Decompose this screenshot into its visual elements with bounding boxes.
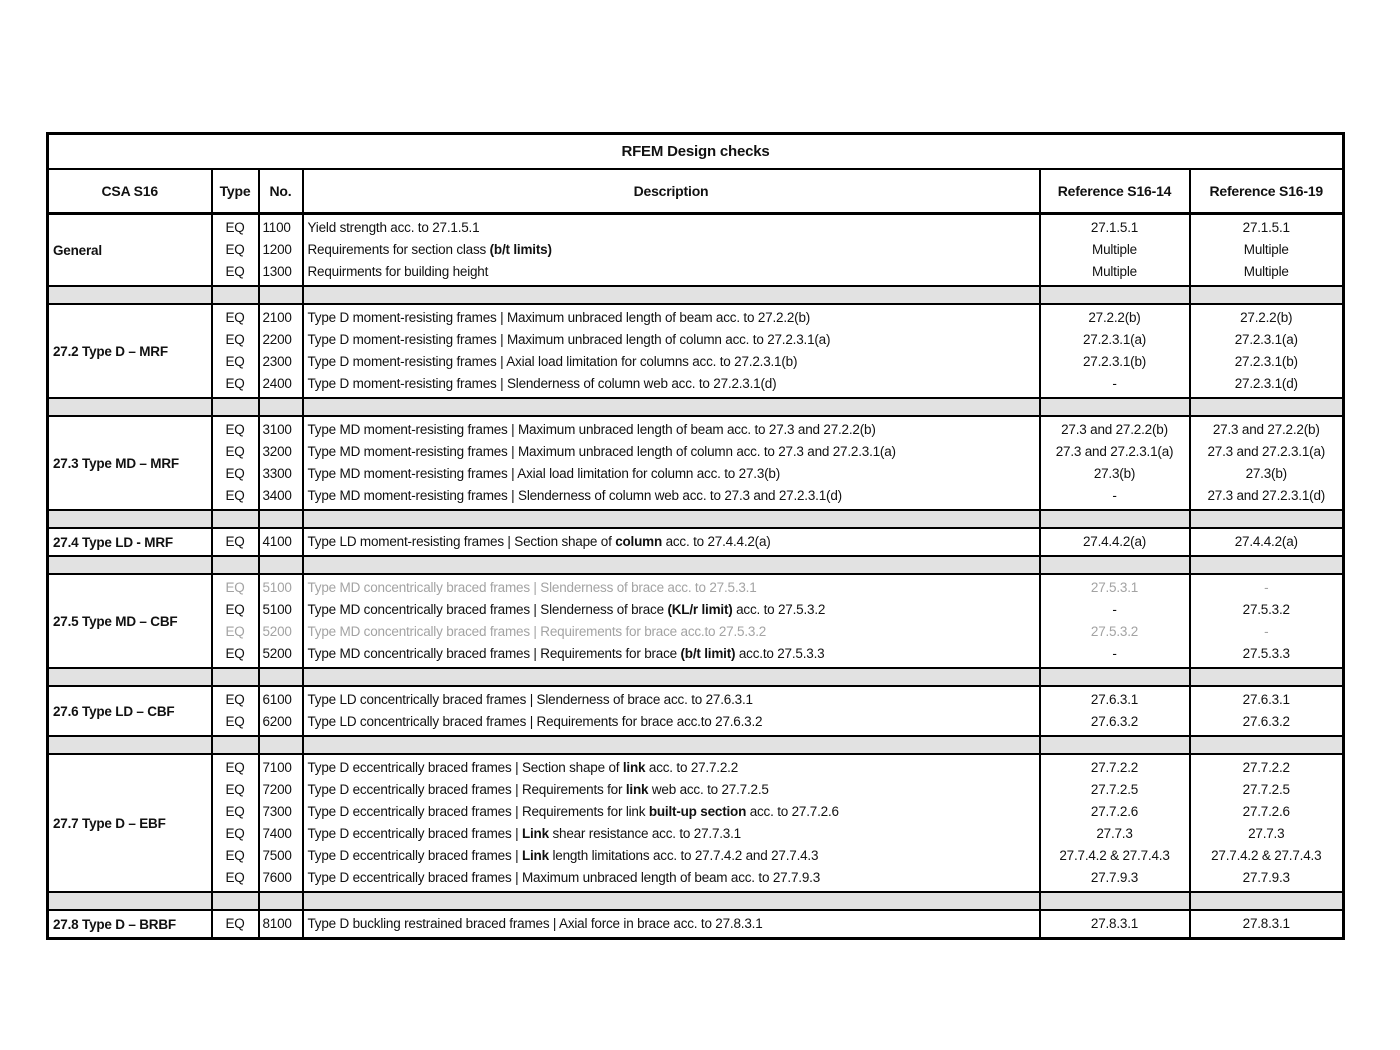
row-ref-s16-19: 27.3 and 27.2.3.1(a) bbox=[1207, 444, 1326, 459]
row-type: EQ bbox=[225, 602, 245, 617]
section-label-cell bbox=[48, 304, 212, 398]
row-description: Type D moment-resisting frames | Slenderness of column web acc. to 27.2.3.1(d) bbox=[307, 376, 777, 391]
separator-cell bbox=[212, 892, 259, 910]
column-header-row bbox=[48, 169, 1344, 214]
section-label: 27.2 Type D – MRF bbox=[53, 343, 168, 359]
ref-s16-14-cell bbox=[1040, 686, 1190, 736]
section-label: 27.7 Type D – EBF bbox=[53, 815, 166, 831]
separator-cell bbox=[259, 556, 303, 574]
row-description: Type MD moment-resisting frames | Maximum unbraced length of beam acc. to 27.3 and 27.2.2(b) bbox=[307, 422, 876, 437]
row-no: 6100 bbox=[262, 692, 292, 707]
row-ref-s16-14: 27.1.5.1 bbox=[1090, 220, 1139, 235]
row-ref-s16-14: 27.6.3.1 bbox=[1090, 692, 1139, 707]
row-ref-s16-19: 27.1.5.1 bbox=[1242, 220, 1290, 235]
separator-cell bbox=[1040, 556, 1190, 574]
row-ref-s16-14: 27.7.9.3 bbox=[1090, 870, 1139, 885]
type-cell bbox=[212, 754, 259, 892]
no-cell bbox=[259, 416, 303, 510]
separator-cell bbox=[48, 510, 212, 528]
type-cell bbox=[212, 574, 259, 668]
section-row bbox=[48, 214, 1344, 287]
row-ref-s16-19: 27.7.2.6 bbox=[1242, 804, 1290, 819]
no-cell bbox=[259, 754, 303, 892]
row-description: Type D moment-resisting frames | Maximum unbraced length of beam acc. to 27.2.2(b) bbox=[307, 310, 811, 325]
section-label-cell bbox=[48, 574, 212, 668]
section-separator bbox=[48, 668, 1344, 686]
design-checks-table bbox=[46, 132, 1345, 940]
row-ref-s16-19: 27.2.2(b) bbox=[1240, 310, 1293, 325]
row-type: EQ bbox=[225, 826, 245, 841]
document-page bbox=[46, 132, 1345, 940]
row-ref-s16-19: - bbox=[1264, 624, 1269, 639]
row-ref-s16-14: 27.5.3.1 bbox=[1090, 580, 1139, 595]
section-separator bbox=[48, 286, 1344, 304]
row-description: Type MD concentrically braced frames | Slenderness of brace (KL/r limit) acc. to 27.5.3.2 bbox=[307, 602, 826, 617]
row-description: Type D eccentrically braced frames | Link shear resistance acc. to 27.7.3.1 bbox=[307, 826, 741, 841]
row-no: 7100 bbox=[262, 760, 292, 775]
row-type: EQ bbox=[225, 870, 245, 885]
description-cell bbox=[303, 528, 1040, 556]
row-no: 5100 bbox=[262, 602, 292, 617]
title-row bbox=[48, 134, 1344, 170]
row-no: 5100 bbox=[262, 580, 292, 595]
ref-s16-14-cell bbox=[1040, 574, 1190, 668]
row-ref-s16-19: 27.3(b) bbox=[1245, 466, 1287, 481]
row-ref-s16-14: Multiple bbox=[1092, 264, 1137, 279]
row-ref-s16-19: Multiple bbox=[1243, 242, 1289, 257]
section-row bbox=[48, 754, 1344, 892]
row-no: 2400 bbox=[262, 376, 292, 391]
row-no: 7200 bbox=[262, 782, 292, 797]
section-label-cell bbox=[48, 528, 212, 556]
row-description: Type D eccentrically braced frames | Link length limitations acc. to 27.7.4.2 and 27.7.4.3 bbox=[307, 848, 819, 863]
row-description: Type LD concentrically braced frames | Requirements for brace acc.to 27.6.3.2 bbox=[307, 714, 763, 729]
row-ref-s16-19: 27.8.3.1 bbox=[1242, 916, 1290, 931]
row-description: Type D eccentrically braced frames | Requirements for link web acc. to 27.7.2.5 bbox=[307, 782, 769, 797]
row-ref-s16-19: Multiple bbox=[1243, 264, 1289, 279]
row-type: EQ bbox=[225, 310, 245, 325]
row-ref-s16-19: 27.7.3 bbox=[1248, 826, 1285, 841]
column-header-2: No. bbox=[259, 169, 303, 214]
row-ref-s16-14: 27.3 and 27.2.3.1(a) bbox=[1055, 444, 1174, 459]
separator-cell bbox=[1040, 736, 1190, 754]
row-ref-s16-19: 27.7.9.3 bbox=[1242, 870, 1290, 885]
separator-cell bbox=[259, 892, 303, 910]
row-description: Requirements for section class (b/t limits) bbox=[307, 242, 552, 257]
row-ref-s16-14: 27.5.3.2 bbox=[1090, 624, 1139, 639]
row-type: EQ bbox=[225, 848, 245, 863]
table-title: RFEM Design checks bbox=[48, 134, 1344, 170]
separator-cell bbox=[48, 668, 212, 686]
separator-cell bbox=[212, 736, 259, 754]
row-ref-s16-19: 27.5.3.3 bbox=[1242, 646, 1290, 661]
type-cell bbox=[212, 686, 259, 736]
row-no: 3100 bbox=[262, 422, 292, 437]
column-header-5: Reference S16-19 bbox=[1190, 169, 1344, 214]
section-label-cell bbox=[48, 416, 212, 510]
ref-s16-14-cell bbox=[1040, 528, 1190, 556]
separator-cell bbox=[48, 286, 212, 304]
table-body bbox=[48, 214, 1344, 939]
no-cell bbox=[259, 574, 303, 668]
row-no: 1300 bbox=[262, 264, 292, 279]
type-cell bbox=[212, 304, 259, 398]
section-label: 27.3 Type MD – MRF bbox=[53, 455, 179, 471]
row-ref-s16-19: 27.4.4.2(a) bbox=[1234, 534, 1298, 549]
description-cell bbox=[303, 304, 1040, 398]
row-no: 4100 bbox=[262, 534, 292, 549]
no-cell bbox=[259, 686, 303, 736]
row-description: Type D moment-resisting frames | Maximum unbraced length of column acc. to 27.2.3.1(a) bbox=[307, 332, 831, 347]
section-separator bbox=[48, 398, 1344, 416]
row-type: EQ bbox=[225, 376, 245, 391]
row-type: EQ bbox=[225, 466, 245, 481]
row-ref-s16-19: 27.2.3.1(a) bbox=[1234, 332, 1298, 347]
description-cell bbox=[303, 574, 1040, 668]
row-type: EQ bbox=[225, 692, 245, 707]
row-type: EQ bbox=[225, 242, 245, 257]
ref-s16-14-cell bbox=[1040, 910, 1190, 939]
section-row bbox=[48, 416, 1344, 510]
row-ref-s16-14: Multiple bbox=[1092, 242, 1137, 257]
row-description: Type LD concentrically braced frames | Slenderness of brace acc. to 27.6.3.1 bbox=[307, 692, 753, 707]
ref-s16-19-cell bbox=[1190, 910, 1344, 939]
row-type: EQ bbox=[225, 714, 245, 729]
section-row bbox=[48, 574, 1344, 668]
section-label: 27.8 Type D – BRBF bbox=[53, 916, 176, 932]
row-ref-s16-14: 27.7.2.6 bbox=[1090, 804, 1139, 819]
row-ref-s16-14: 27.7.3 bbox=[1096, 826, 1133, 841]
separator-cell bbox=[1190, 892, 1344, 910]
row-ref-s16-14: - bbox=[1112, 376, 1117, 391]
row-ref-s16-14: 27.7.2.2 bbox=[1090, 760, 1139, 775]
row-ref-s16-19: 27.5.3.2 bbox=[1242, 602, 1290, 617]
section-label-cell bbox=[48, 754, 212, 892]
separator-cell bbox=[48, 736, 212, 754]
ref-s16-19-cell bbox=[1190, 574, 1344, 668]
section-row bbox=[48, 686, 1344, 736]
row-description: Requirments for building height bbox=[307, 264, 489, 279]
row-type: EQ bbox=[225, 264, 245, 279]
section-row bbox=[48, 304, 1344, 398]
separator-cell bbox=[1190, 398, 1344, 416]
row-ref-s16-19: 27.6.3.1 bbox=[1242, 692, 1290, 707]
row-description: Yield strength acc. to 27.1.5.1 bbox=[307, 220, 480, 235]
row-ref-s16-14: 27.6.3.2 bbox=[1090, 714, 1139, 729]
row-no: 1100 bbox=[262, 220, 291, 235]
separator-cell bbox=[1040, 398, 1190, 416]
separator-cell bbox=[48, 892, 212, 910]
separator-cell bbox=[1190, 556, 1344, 574]
ref-s16-19-cell bbox=[1190, 528, 1344, 556]
separator-cell bbox=[303, 556, 1040, 574]
section-row bbox=[48, 528, 1344, 556]
row-ref-s16-14: 27.2.2(b) bbox=[1088, 310, 1141, 325]
row-no: 3300 bbox=[262, 466, 292, 481]
row-no: 7400 bbox=[262, 826, 292, 841]
description-cell bbox=[303, 686, 1040, 736]
row-no: 7300 bbox=[262, 804, 292, 819]
separator-cell bbox=[1190, 668, 1344, 686]
separator-cell bbox=[1190, 510, 1344, 528]
section-separator bbox=[48, 892, 1344, 910]
type-cell bbox=[212, 214, 259, 287]
separator-cell bbox=[1190, 286, 1344, 304]
column-header-0: CSA S16 bbox=[48, 169, 212, 214]
row-no: 6200 bbox=[262, 714, 292, 729]
ref-s16-14-cell bbox=[1040, 416, 1190, 510]
separator-cell bbox=[212, 398, 259, 416]
type-cell bbox=[212, 910, 259, 939]
row-no: 3400 bbox=[262, 488, 292, 503]
row-ref-s16-19: 27.7.4.2 & 27.7.4.3 bbox=[1211, 848, 1322, 863]
description-cell bbox=[303, 910, 1040, 939]
row-type: EQ bbox=[225, 782, 245, 797]
row-type: EQ bbox=[225, 220, 245, 235]
row-type: EQ bbox=[225, 916, 245, 931]
ref-s16-19-cell bbox=[1190, 304, 1344, 398]
row-type: EQ bbox=[225, 580, 245, 595]
row-description: Type MD moment-resisting frames | Maximum unbraced length of column acc. to 27.3 and 27.2.3.1(a) bbox=[307, 444, 896, 459]
row-ref-s16-14: 27.7.4.2 & 27.7.4.3 bbox=[1059, 848, 1170, 863]
row-no: 2300 bbox=[262, 354, 292, 369]
row-ref-s16-14: - bbox=[1112, 488, 1117, 503]
row-no: 7600 bbox=[262, 870, 292, 885]
row-type: EQ bbox=[225, 354, 245, 369]
section-label: 27.5 Type MD – CBF bbox=[53, 613, 178, 629]
section-label: 27.6 Type LD – CBF bbox=[53, 703, 175, 719]
row-description: Type D eccentrically braced frames | Maximum unbraced length of beam acc. to 27.7.9.3 bbox=[307, 870, 821, 885]
ref-s16-19-cell bbox=[1190, 416, 1344, 510]
row-ref-s16-14: - bbox=[1112, 602, 1117, 617]
row-no: 5200 bbox=[262, 646, 292, 661]
separator-cell bbox=[259, 286, 303, 304]
separator-cell bbox=[1040, 668, 1190, 686]
column-header-3: Description bbox=[303, 169, 1040, 214]
section-label: 27.4 Type LD - MRF bbox=[53, 534, 173, 550]
separator-cell bbox=[303, 398, 1040, 416]
row-no: 2100 bbox=[262, 310, 292, 325]
row-ref-s16-14: 27.2.3.1(a) bbox=[1082, 332, 1147, 347]
row-description: Type MD concentrically braced frames | Slenderness of brace acc. to 27.5.3.1 bbox=[307, 580, 757, 595]
row-no: 1200 bbox=[262, 242, 292, 257]
row-description: Type MD moment-resisting frames | Axial load limitation for column acc. to 27.3(b) bbox=[307, 466, 781, 481]
separator-cell bbox=[303, 286, 1040, 304]
type-cell bbox=[212, 416, 259, 510]
row-no: 3200 bbox=[262, 444, 292, 459]
separator-cell bbox=[1040, 286, 1190, 304]
separator-cell bbox=[303, 892, 1040, 910]
separator-cell bbox=[1190, 736, 1344, 754]
no-cell bbox=[259, 214, 303, 287]
separator-cell bbox=[212, 286, 259, 304]
ref-s16-14-cell bbox=[1040, 214, 1190, 287]
row-no: 5200 bbox=[262, 624, 292, 639]
row-ref-s16-14: 27.8.3.1 bbox=[1090, 916, 1139, 931]
section-separator bbox=[48, 556, 1344, 574]
description-cell bbox=[303, 754, 1040, 892]
column-header-1: Type bbox=[212, 169, 259, 214]
ref-s16-14-cell bbox=[1040, 754, 1190, 892]
row-ref-s16-19: 27.3 and 27.2.3.1(d) bbox=[1207, 488, 1326, 503]
separator-cell bbox=[259, 510, 303, 528]
separator-cell bbox=[48, 556, 212, 574]
row-ref-s16-14: 27.2.3.1(b) bbox=[1082, 354, 1147, 369]
row-ref-s16-19: 27.2.3.1(b) bbox=[1234, 354, 1298, 369]
row-type: EQ bbox=[225, 444, 245, 459]
separator-cell bbox=[212, 668, 259, 686]
description-cell bbox=[303, 214, 1040, 287]
row-ref-s16-19: 27.6.3.2 bbox=[1242, 714, 1290, 729]
column-header-4: Reference S16-14 bbox=[1040, 169, 1190, 214]
separator-cell bbox=[303, 510, 1040, 528]
row-type: EQ bbox=[225, 534, 245, 549]
ref-s16-19-cell bbox=[1190, 214, 1344, 287]
type-cell bbox=[212, 528, 259, 556]
section-separator bbox=[48, 736, 1344, 754]
row-type: EQ bbox=[225, 804, 245, 819]
separator-cell bbox=[48, 398, 212, 416]
row-description: Type D moment-resisting frames | Axial load limitation for columns acc. to 27.2.3.1(b) bbox=[307, 354, 798, 369]
separator-cell bbox=[212, 510, 259, 528]
section-separator bbox=[48, 510, 1344, 528]
row-description: Type LD moment-resisting frames | Section shape of column acc. to 27.4.4.2(a) bbox=[307, 534, 771, 549]
no-cell bbox=[259, 304, 303, 398]
row-ref-s16-19: 27.7.2.2 bbox=[1242, 760, 1290, 775]
row-type: EQ bbox=[225, 488, 245, 503]
row-type: EQ bbox=[225, 624, 245, 639]
row-ref-s16-14: 27.3(b) bbox=[1093, 466, 1136, 481]
row-ref-s16-19: 27.2.3.1(d) bbox=[1234, 376, 1298, 391]
row-ref-s16-14: 27.3 and 27.2.2(b) bbox=[1061, 422, 1168, 437]
no-cell bbox=[259, 910, 303, 939]
row-ref-s16-19: 27.7.2.5 bbox=[1242, 782, 1290, 797]
section-label-cell bbox=[48, 910, 212, 939]
row-description: Type MD concentrically braced frames | Requirements for brace acc.to 27.5.3.2 bbox=[307, 624, 767, 639]
row-type: EQ bbox=[225, 760, 245, 775]
row-description: Type MD moment-resisting frames | Slenderness of column web acc. to 27.3 and 27.2.3.1(d) bbox=[307, 488, 842, 503]
row-ref-s16-14: 27.7.2.5 bbox=[1090, 782, 1139, 797]
row-no: 2200 bbox=[262, 332, 292, 347]
row-description: Type D eccentrically braced frames | Requirements for link built-up section acc. to 27.7.2.6 bbox=[307, 804, 839, 819]
section-label-cell bbox=[48, 686, 212, 736]
ref-s16-19-cell bbox=[1190, 686, 1344, 736]
row-type: EQ bbox=[225, 422, 245, 437]
separator-cell bbox=[303, 736, 1040, 754]
section-label: General bbox=[53, 242, 102, 258]
row-ref-s16-14: - bbox=[1112, 646, 1117, 661]
row-type: EQ bbox=[225, 332, 245, 347]
row-ref-s16-19: 27.3 and 27.2.2(b) bbox=[1212, 422, 1320, 437]
separator-cell bbox=[212, 556, 259, 574]
row-ref-s16-19: - bbox=[1264, 580, 1269, 595]
section-row bbox=[48, 910, 1344, 939]
row-no: 8100 bbox=[262, 916, 292, 931]
separator-cell bbox=[303, 668, 1040, 686]
row-no: 7500 bbox=[262, 848, 292, 863]
row-type: EQ bbox=[225, 646, 245, 661]
separator-cell bbox=[259, 398, 303, 416]
ref-s16-14-cell bbox=[1040, 304, 1190, 398]
separator-cell bbox=[259, 736, 303, 754]
section-label-cell bbox=[48, 214, 212, 287]
row-description: Type D buckling restrained braced frames | Axial force in brace acc. to 27.8.3.1 bbox=[307, 916, 763, 931]
description-cell bbox=[303, 416, 1040, 510]
no-cell bbox=[259, 528, 303, 556]
row-ref-s16-14: 27.4.4.2(a) bbox=[1082, 534, 1147, 549]
row-description: Type D eccentrically braced frames | Section shape of link acc. to 27.7.2.2 bbox=[307, 760, 739, 775]
separator-cell bbox=[1040, 892, 1190, 910]
separator-cell bbox=[1040, 510, 1190, 528]
row-description: Type MD concentrically braced frames | Requirements for brace (b/t limit) acc.to 27.5.3.3 bbox=[307, 646, 825, 661]
ref-s16-19-cell bbox=[1190, 754, 1344, 892]
separator-cell bbox=[259, 668, 303, 686]
